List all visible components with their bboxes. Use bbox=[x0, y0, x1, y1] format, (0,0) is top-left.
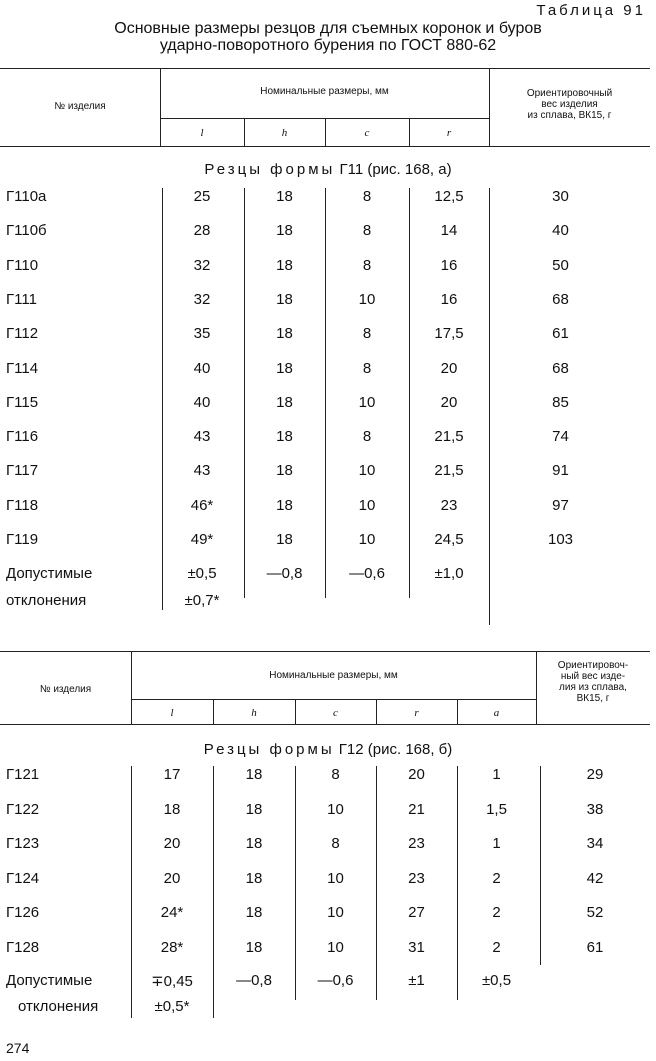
table2-header-weight-line: Ориентировоч- bbox=[557, 660, 629, 671]
table2-cell-h: 18 bbox=[245, 766, 263, 783]
table2-cell-h: 18 bbox=[245, 870, 263, 887]
table2-cell-a: 2 bbox=[492, 904, 501, 921]
table1-cell-r: 23 bbox=[440, 497, 458, 514]
table2-section-caption bbox=[0, 741, 656, 758]
table2-subheader-r: r bbox=[414, 707, 419, 719]
section-caption-rest: Г11 (рис. 168, а) bbox=[339, 161, 452, 178]
table2-cell-w: 38 bbox=[586, 801, 604, 818]
table-number: Таблица 91 bbox=[536, 2, 646, 19]
table1-header-nominal: Номинальные размеры, мм bbox=[260, 86, 389, 97]
table2-cell-c: 10 bbox=[327, 870, 344, 887]
table2-cell-c: 8 bbox=[331, 766, 340, 783]
table1-row-id: Г118 bbox=[6, 497, 39, 514]
table2-dev-a: ±0,5 bbox=[481, 972, 512, 989]
table1-dev-label-line-2: отклонения bbox=[6, 592, 87, 609]
table1-cell-r: 21,5 bbox=[434, 428, 464, 445]
table1-cell-c: 10 bbox=[358, 531, 376, 548]
table2-row-id: Г126 bbox=[6, 904, 40, 921]
table2-subheader-a: a bbox=[493, 707, 500, 719]
table1-row-id: Г119 bbox=[6, 531, 39, 548]
table1-header-weight-line: из сплава, ВК15, г bbox=[527, 110, 612, 121]
table1-cell-h: 18 bbox=[276, 497, 293, 514]
table2-cell-h: 18 bbox=[245, 904, 263, 921]
table1-cell-h: 18 bbox=[276, 222, 293, 239]
table1-header-weight-line: Ориентировочный bbox=[526, 88, 613, 99]
table2-header-weight-line: ВК15, г bbox=[576, 693, 610, 704]
table1-cell-r: 21,5 bbox=[434, 462, 464, 479]
table1-cell-c: 10 bbox=[358, 291, 376, 308]
table1-cell-r: 14 bbox=[440, 222, 458, 239]
table2-cell-a: 1 bbox=[492, 835, 501, 852]
table2-cell-l: 28* bbox=[160, 939, 184, 956]
table2-dev-label-line-2: отклонения bbox=[18, 998, 99, 1015]
table1-cell-l: 40 bbox=[193, 360, 211, 377]
table1-dev-r: ±1,0 bbox=[434, 565, 464, 582]
table1-cell-l: 28 bbox=[193, 222, 211, 239]
table1-row-id: Г115 bbox=[6, 394, 39, 411]
column-divider bbox=[540, 766, 541, 965]
table1-dev-label-line-1: Допустимые bbox=[6, 565, 93, 582]
table1-row-id: Г116 bbox=[6, 428, 39, 445]
table2-cell-w: 42 bbox=[586, 870, 604, 887]
table1-subheader-r: r bbox=[446, 127, 452, 139]
table1-cell-c: 8 bbox=[362, 360, 372, 377]
table1-dev-l2: ±0,7* bbox=[184, 592, 220, 609]
table2-cell-w: 61 bbox=[586, 939, 604, 956]
table1-cell-c: 10 bbox=[358, 462, 376, 479]
table1-cell-h: 18 bbox=[276, 462, 293, 479]
table1-row-id: Г117 bbox=[6, 462, 39, 479]
table2-header-weight-line: ный вес изде- bbox=[560, 671, 626, 682]
table1-cell-c: 8 bbox=[362, 428, 372, 445]
table2-cell-r: 20 bbox=[408, 766, 425, 783]
table1-cell-r: 20 bbox=[440, 394, 458, 411]
table1-subheader-c: c bbox=[364, 127, 370, 139]
table2-cell-l: 20 bbox=[163, 835, 181, 852]
table1-cell-l: 49* bbox=[190, 531, 214, 548]
table1-cell-h: 18 bbox=[276, 291, 293, 308]
table1-cell-l: 32 bbox=[193, 291, 211, 308]
table2-cell-h: 18 bbox=[245, 939, 263, 956]
table1-cell-w: 68 bbox=[552, 360, 569, 377]
table1-cell-w: 68 bbox=[552, 291, 569, 308]
table1-dev-c: —0,6 bbox=[349, 565, 385, 582]
table2-cell-r: 31 bbox=[408, 939, 425, 956]
table2-subheader-h: h bbox=[251, 707, 257, 719]
table1-cell-c: 8 bbox=[362, 222, 372, 239]
table1-cell-w: 74 bbox=[552, 428, 569, 445]
table2-cell-h: 18 bbox=[245, 801, 263, 818]
table2-header-nominal: Номинальные размеры, мм bbox=[269, 670, 398, 681]
table1-subheader-h: h bbox=[281, 127, 288, 139]
table1-section-caption bbox=[0, 161, 656, 178]
table2-cell-a: 2 bbox=[492, 870, 501, 887]
table1-cell-l: 25 bbox=[193, 188, 211, 205]
table1-cell-h: 18 bbox=[276, 188, 293, 205]
table1-row-id: Г110б bbox=[6, 222, 47, 239]
table2-cell-a: 1,5 bbox=[486, 801, 507, 818]
section-caption-spaced: Резцы формы bbox=[204, 161, 336, 178]
section-caption-rest: Г12 (рис. 168, б) bbox=[338, 741, 453, 758]
table1-dev-l1: ±0,5 bbox=[187, 565, 217, 582]
table1-cell-l: 32 bbox=[193, 257, 211, 274]
table2-cell-r: 23 bbox=[408, 870, 425, 887]
table2-header-item: № изделия bbox=[39, 684, 92, 695]
table1-cell-l: 46* bbox=[190, 497, 214, 514]
table1-cell-l: 43 bbox=[193, 428, 211, 445]
table1-cell-l: 43 bbox=[193, 462, 211, 479]
table1-cell-h: 18 bbox=[276, 325, 293, 342]
table2-cell-r: 21 bbox=[408, 801, 425, 818]
table2-cell-a: 1 bbox=[492, 766, 501, 783]
table1-top-rule bbox=[0, 68, 650, 69]
table2-cell-c: 10 bbox=[327, 939, 344, 956]
table1-cell-w: 40 bbox=[552, 222, 569, 239]
table1-dev-h: —0,8 bbox=[266, 565, 303, 582]
table2-subheader-rule bbox=[131, 699, 536, 700]
table1-cell-c: 8 bbox=[362, 325, 372, 342]
table2-header-bottom-rule bbox=[0, 724, 650, 725]
table1-row-id: Г112 bbox=[6, 325, 39, 342]
table1-header-bottom-rule bbox=[0, 146, 650, 147]
table1-row-id: Г111 bbox=[6, 291, 37, 308]
table1-cell-l: 35 bbox=[193, 325, 211, 342]
table2-subheader-c: c bbox=[333, 707, 338, 719]
table2-dev-r: ±1 bbox=[408, 972, 425, 989]
table2-subheader-l: l bbox=[170, 707, 174, 719]
page-number: 274 bbox=[6, 1040, 30, 1056]
table2-cell-l: 18 bbox=[163, 801, 181, 818]
table1-cell-w: 50 bbox=[552, 257, 569, 274]
table1-cell-l: 40 bbox=[193, 394, 211, 411]
table1-cell-r: 16 bbox=[440, 291, 458, 308]
table1-header-weight-line: вес изделия bbox=[541, 99, 598, 110]
table2-row-id: Г123 bbox=[6, 835, 40, 852]
table-title-line-1: Основные размеры резцов для съемных коронок и буров bbox=[114, 20, 542, 37]
table1-row-id: Г110 bbox=[6, 257, 39, 274]
table2-cell-w: 52 bbox=[586, 904, 604, 921]
table-title-line-2: ударно-поворотного бурения по ГОСТ 880-62 bbox=[159, 37, 497, 54]
table1-row-id: Г110а bbox=[6, 188, 47, 205]
table1-cell-w: 103 bbox=[547, 531, 574, 548]
table1-cell-w: 91 bbox=[552, 462, 569, 479]
table1-cell-r: 17,5 bbox=[434, 325, 464, 342]
table2-cell-w: 29 bbox=[586, 766, 604, 783]
table2-cell-c: 8 bbox=[331, 835, 340, 852]
table1-cell-c: 10 bbox=[358, 394, 376, 411]
table2-cell-c: 10 bbox=[327, 904, 344, 921]
table2-cell-a: 2 bbox=[492, 939, 501, 956]
table1-cell-c: 8 bbox=[362, 257, 372, 274]
table2-dev-c: —0,6 bbox=[317, 972, 354, 989]
table1-cell-h: 18 bbox=[276, 360, 293, 377]
table1-cell-c: 10 bbox=[358, 497, 376, 514]
table2-dev-l2: ±0,5* bbox=[154, 998, 190, 1015]
table2-row-id: Г122 bbox=[6, 801, 40, 818]
table2-cell-l: 17 bbox=[163, 766, 181, 783]
table1-cell-c: 8 bbox=[362, 188, 372, 205]
table1-header-item: № изделия bbox=[54, 101, 106, 112]
table2-cell-l: 24* bbox=[160, 904, 184, 921]
table1-cell-h: 18 bbox=[276, 428, 293, 445]
table2-header-weight-line: лия из сплава, bbox=[559, 682, 627, 693]
table2-cell-c: 10 bbox=[327, 801, 344, 818]
table1-cell-r: 12,5 bbox=[434, 188, 464, 205]
table1-cell-w: 85 bbox=[552, 394, 569, 411]
table2-row-id: Г124 bbox=[6, 870, 40, 887]
table1-cell-r: 20 bbox=[440, 360, 458, 377]
table2-dev-l1: ∓0,45 bbox=[151, 973, 193, 990]
table1-subheader-l: l bbox=[200, 127, 204, 139]
table1-cell-h: 18 bbox=[276, 531, 293, 548]
table2-cell-l: 20 bbox=[163, 870, 181, 887]
table1-cell-w: 30 bbox=[552, 188, 569, 205]
section-caption-spaced: Резцы формы bbox=[203, 741, 335, 758]
table1-row-id: Г114 bbox=[6, 360, 39, 377]
table2-dev-h: —0,8 bbox=[236, 972, 272, 989]
table2-dev-label-line-1: Допустимые bbox=[6, 972, 93, 989]
table1-cell-w: 97 bbox=[552, 497, 569, 514]
table2-top-rule bbox=[0, 651, 650, 652]
table2-row-id: Г128 bbox=[6, 939, 40, 956]
table1-cell-r: 24,5 bbox=[434, 531, 464, 548]
table2-cell-r: 23 bbox=[408, 835, 425, 852]
table1-cell-h: 18 bbox=[276, 394, 293, 411]
table1-cell-w: 61 bbox=[552, 325, 569, 342]
table2-row-id: Г121 bbox=[6, 766, 40, 783]
table2-cell-h: 18 bbox=[245, 835, 263, 852]
table1-cell-h: 18 bbox=[276, 257, 293, 274]
table1-cell-r: 16 bbox=[440, 257, 458, 274]
table2-cell-w: 34 bbox=[586, 835, 604, 852]
table2-cell-r: 27 bbox=[408, 904, 425, 921]
